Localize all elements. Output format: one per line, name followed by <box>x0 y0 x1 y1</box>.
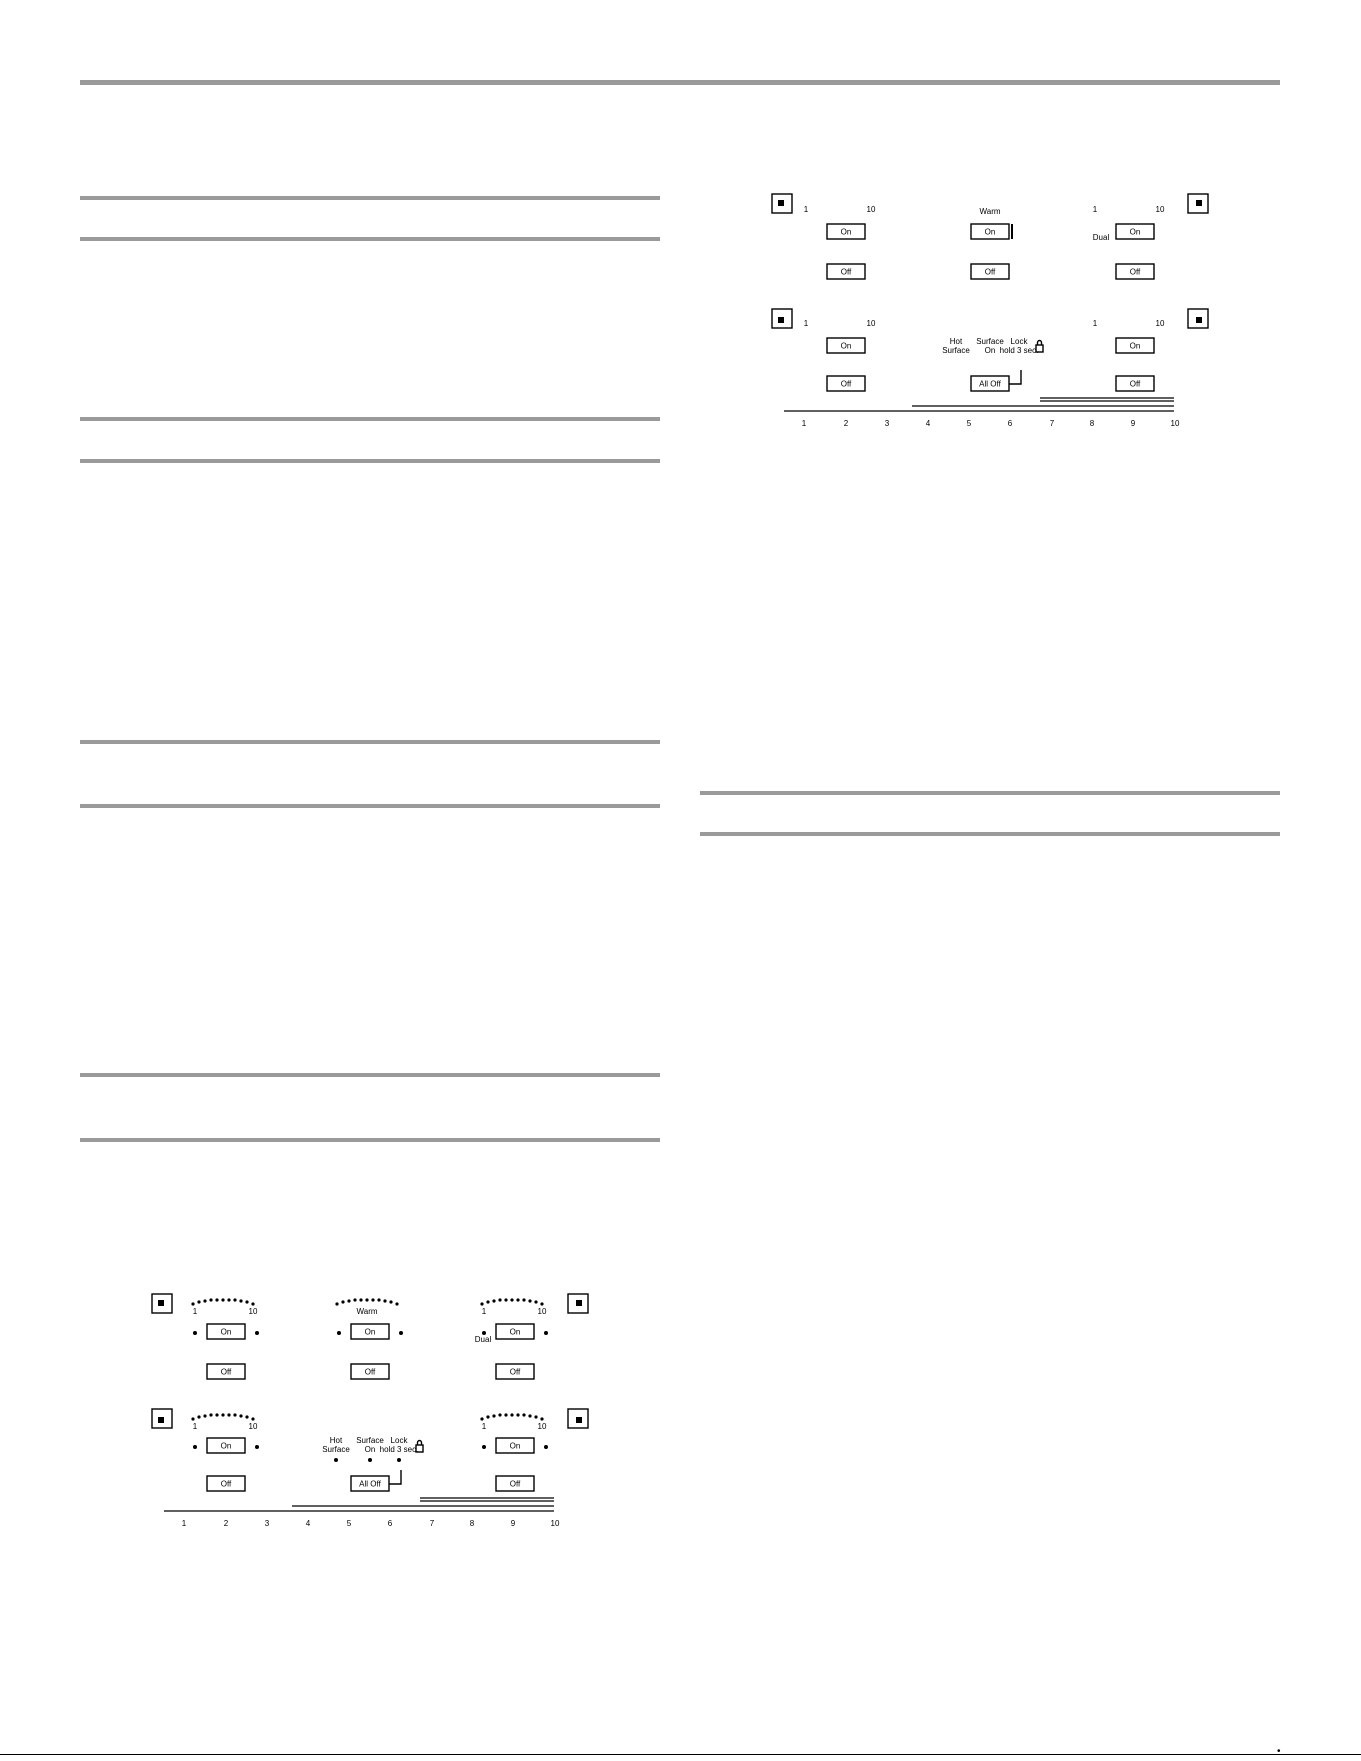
callout-number: 2 <box>223 1519 229 1528</box>
scale-max-label: 10 <box>866 205 876 214</box>
lock-hold-label: hold 3 sec. <box>379 1445 419 1454</box>
scale-max-label: 10 <box>1155 319 1165 328</box>
scale-min-label: 1 <box>481 1422 487 1431</box>
scale-min-label: 1 <box>803 319 809 328</box>
on-button-label: On <box>1129 341 1141 351</box>
scale-min-label: 1 <box>481 1307 487 1316</box>
callout-number: 10 <box>550 1519 560 1528</box>
off-button-label: Off <box>509 1367 521 1377</box>
off-button-label: Off <box>509 1479 521 1489</box>
section-rule <box>80 196 660 200</box>
scale-max-label: 10 <box>1155 205 1165 214</box>
all-off-button-label: All Off <box>359 1479 381 1489</box>
section-rule <box>80 1138 660 1142</box>
scale-min-label: 1 <box>1092 205 1098 214</box>
callout-number: 6 <box>1007 419 1013 428</box>
callout-number: 3 <box>884 419 890 428</box>
callout-number: 9 <box>1130 419 1136 428</box>
section-rule <box>700 832 1280 836</box>
scale-max-label: 10 <box>537 1307 547 1316</box>
control-panel-diagram-svg-dots <box>140 1290 600 1535</box>
on-button-label: On <box>509 1327 521 1337</box>
callout-number: 9 <box>510 1519 516 1528</box>
off-button-label: Off <box>1129 379 1141 389</box>
scale-max-label: 10 <box>537 1422 547 1431</box>
power-level-indicator <box>191 1298 543 1420</box>
dual-label: Dual <box>1092 233 1110 242</box>
on-button-label: On <box>1129 227 1141 237</box>
warm-label: Warm <box>979 207 1001 216</box>
hot-surface-label: Surface <box>322 1445 350 1454</box>
on-button-label: On <box>364 1327 376 1337</box>
hot-surface-label: Surface <box>942 346 970 355</box>
callout-number: 10 <box>1170 419 1180 428</box>
section-rule <box>80 1073 660 1077</box>
callout-number: 8 <box>1089 419 1095 428</box>
on-button-label: On <box>220 1441 232 1451</box>
section-rule <box>80 459 660 463</box>
on-button-label: On <box>984 227 996 237</box>
callout-number: 5 <box>966 419 972 428</box>
warm-label: Warm <box>356 1307 378 1316</box>
off-button-label: Off <box>220 1479 232 1489</box>
callout-number: 5 <box>346 1519 352 1528</box>
scale-max-label: 10 <box>248 1307 258 1316</box>
hot-surface-label: Hot <box>949 337 963 346</box>
all-off-button-label: All Off <box>979 379 1001 389</box>
section-rule <box>80 237 660 241</box>
section-rule <box>80 804 660 808</box>
callout-number: 7 <box>1049 419 1055 428</box>
page-footer-rule <box>0 1754 1361 1755</box>
lock-label: Lock <box>390 1436 408 1445</box>
callout-number: 4 <box>925 419 931 428</box>
scale-min-label: 1 <box>1092 319 1098 328</box>
callout-number: 8 <box>469 1519 475 1528</box>
callout-number: 1 <box>181 1519 187 1528</box>
scale-min-label: 1 <box>192 1422 198 1431</box>
scale-min-label: 1 <box>803 205 809 214</box>
control-panel-diagram-svg <box>760 190 1220 435</box>
surface-on-label: On <box>984 346 996 355</box>
on-button-label: On <box>220 1327 232 1337</box>
hot-surface-label: Hot <box>329 1436 343 1445</box>
surface-on-label: Surface <box>976 337 1004 346</box>
section-rule <box>80 417 660 421</box>
control-panel-diagram <box>760 190 1220 435</box>
page-number-mark: • <box>1277 1746 1281 1757</box>
scale-min-label: 1 <box>192 1307 198 1316</box>
surface-on-label: On <box>364 1445 376 1454</box>
off-button-label: Off <box>840 267 852 277</box>
callout-number: 7 <box>429 1519 435 1528</box>
dual-label: Dual <box>474 1335 492 1344</box>
scale-max-label: 10 <box>248 1422 258 1431</box>
on-button-label: On <box>840 227 852 237</box>
off-button-label: Off <box>364 1367 376 1377</box>
page-header-rule <box>80 80 1280 85</box>
callout-number: 4 <box>305 1519 311 1528</box>
surface-on-label: Surface <box>356 1436 384 1445</box>
section-rule <box>80 740 660 744</box>
section-rule <box>700 791 1280 795</box>
off-button-label: Off <box>840 379 852 389</box>
on-button-label: On <box>840 341 852 351</box>
lock-hold-label: hold 3 sec. <box>999 346 1039 355</box>
off-button-label: Off <box>220 1367 232 1377</box>
on-button-label: On <box>509 1441 521 1451</box>
lock-label: Lock <box>1010 337 1028 346</box>
off-button-label: Off <box>1129 267 1141 277</box>
off-button-label: Off <box>984 267 996 277</box>
scale-max-label: 10 <box>866 319 876 328</box>
control-panel-diagram <box>140 1290 600 1535</box>
callout-number: 6 <box>387 1519 393 1528</box>
callout-number: 3 <box>264 1519 270 1528</box>
callout-number: 2 <box>843 419 849 428</box>
callout-number: 1 <box>801 419 807 428</box>
